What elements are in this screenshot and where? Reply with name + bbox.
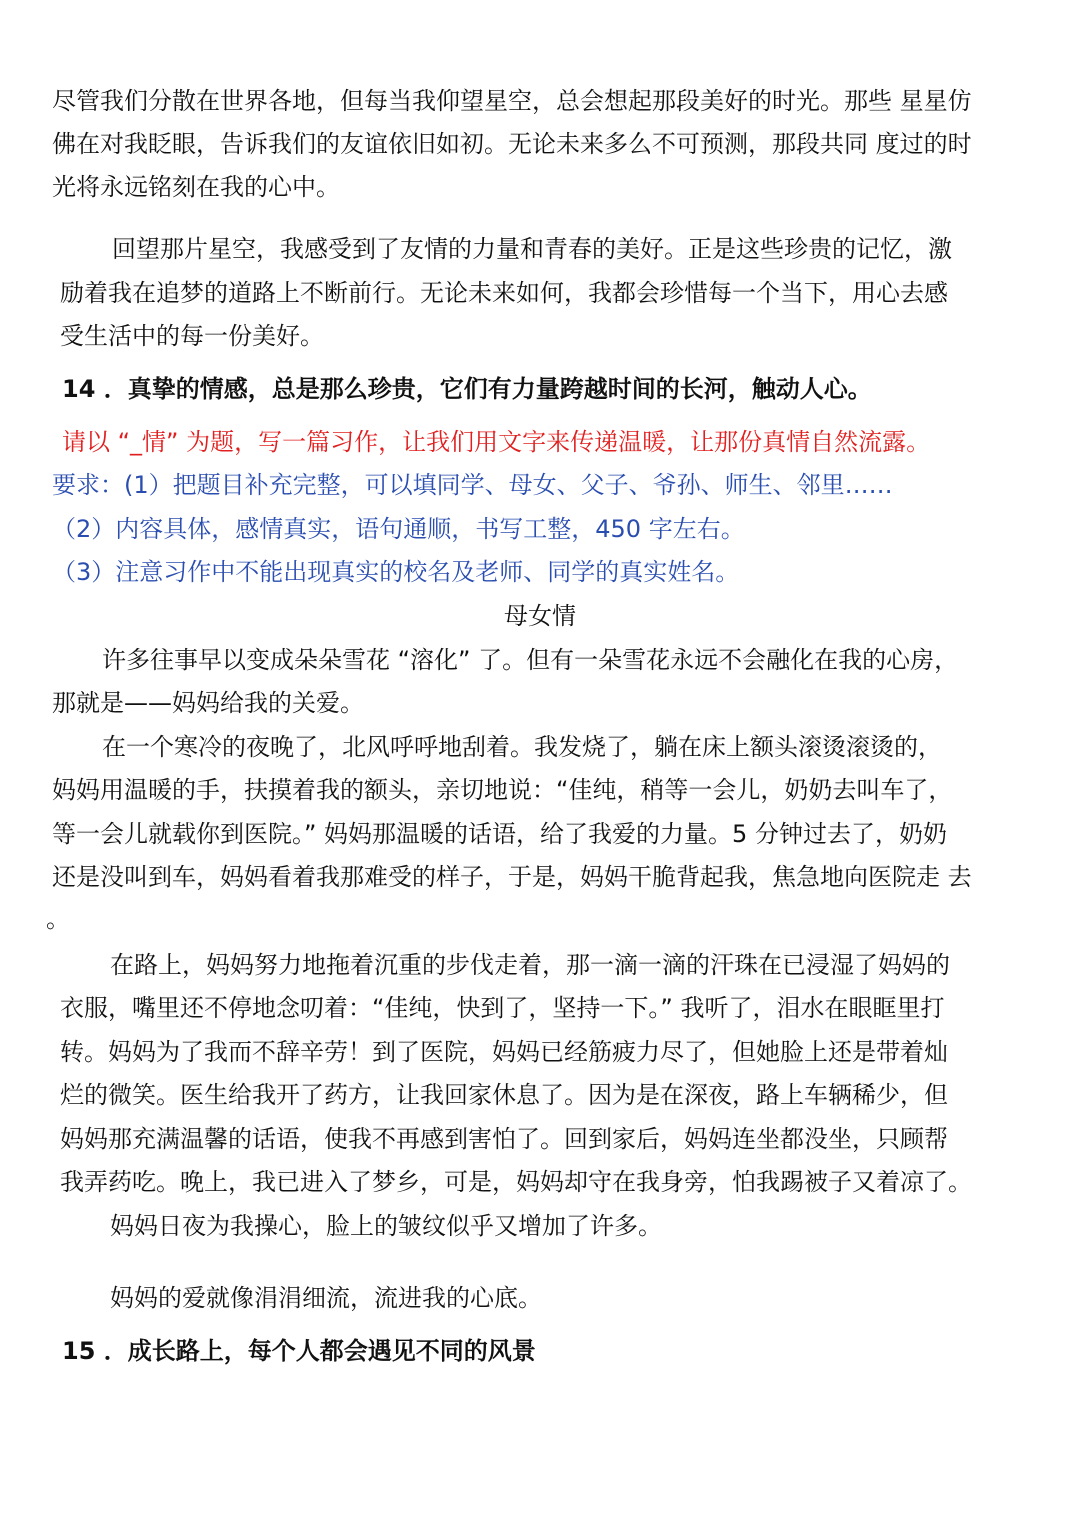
essay-line: 我弄药吃。晚上，我已进入了梦乡，可是，妈妈却守在我身旁，怕我踢被子又着凉了。 [60,1168,972,1196]
essay-line: 转。妈妈为了我而不辞辛劳！到了医院，妈妈已经筋疲力尽了，但她脸上还是带着灿 [60,1038,948,1066]
question-14-heading: 14 ．真挚的情感，总是那么珍贵，它们有力量跨越时间的长河，触动人心。 [62,375,872,403]
closing-line: 受生活中的每一份美好。 [60,322,324,350]
intro-line: 尽管我们分散在世界各地，但每当我仰望星空，总会想起那段美好的时光。那些 星星仿 [52,87,972,115]
question-15-heading: 15 ．成长路上，每个人都会遇见不同的风景 [62,1337,536,1365]
closing-line: 回望那片星空，我感受到了友情的力量和青春的美好。正是这些珍贵的记忆，激 [112,235,952,263]
intro-line: 光将永远铭刻在我的心中。 [52,173,340,201]
requirement-2: （2）内容具体，感情真实，语句通顺，书写工整，450 字左右。 [52,515,745,543]
closing-line: 励着我在追梦的道路上不断前行。无论未来如何，我都会珍惜每一个当下，用心去感 [60,279,948,307]
question-14-prompt: 请以 “_情” 为题，写一篇习作，让我们用文字来传递温暖，让那份真情自然流露。 [62,428,931,456]
essay-line: 。 [46,905,70,933]
requirement-3: （3）注意习作中不能出现真实的校名及老师、同学的真实姓名。 [52,558,740,586]
essay-title: 母女情 [504,602,576,630]
essay-line: 妈妈用温暖的手，扶摸着我的额头，亲切地说：“佳纯，稍等一会儿，奶奶去叫车了， [52,776,953,804]
essay-line: 妈妈的爱就像涓涓细流，流进我的心底。 [110,1284,542,1312]
essay-line: 衣服，嘴里还不停地念叨着：“佳纯，快到了，坚持一下。” 我听了，泪水在眼眶里打 [60,994,945,1022]
essay-line: 许多往事早以变成朵朵雪花 “溶化” 了。但有一朵雪花永远不会融化在我的心房， [102,646,959,674]
essay-line: 在路上，妈妈努力地拖着沉重的步伐走着，那一滴一滴的汗珠在已浸湿了妈妈的 [110,951,950,979]
requirement-1: 要求：(1）把题目补充完整，可以填同学、母女、父子、爷孙、师生、邻里…… [52,471,893,499]
intro-line: 佛在对我眨眼，告诉我们的友谊依旧如初。无论未来多么不可预测，那段共同 度过的时 [52,130,972,158]
essay-line: 烂的微笑。医生给我开了药方，让我回家休息了。因为是在深夜，路上车辆稀少，但 [60,1081,948,1109]
essay-line: 等一会儿就载你到医院。” 妈妈那温暖的话语，给了我爱的力量。5 分钟过去了，奶奶 [52,820,947,848]
essay-line: 那就是——妈妈给我的关爱。 [52,689,364,717]
essay-line: 妈妈日夜为我操心，脸上的皱纹似乎又增加了许多。 [110,1212,662,1240]
essay-line: 妈妈那充满温馨的话语，使我不再感到害怕了。回到家后，妈妈连坐都没坐，只顾帮 [60,1125,948,1153]
essay-line: 在一个寒冷的夜晚了，北风呼呼地刮着。我发烧了，躺在床上额头滚烫滚烫的， [102,733,942,761]
essay-line: 还是没叫到车，妈妈看着我那难受的样子，于是，妈妈干脆背起我，焦急地向医院走 去 [52,863,972,891]
